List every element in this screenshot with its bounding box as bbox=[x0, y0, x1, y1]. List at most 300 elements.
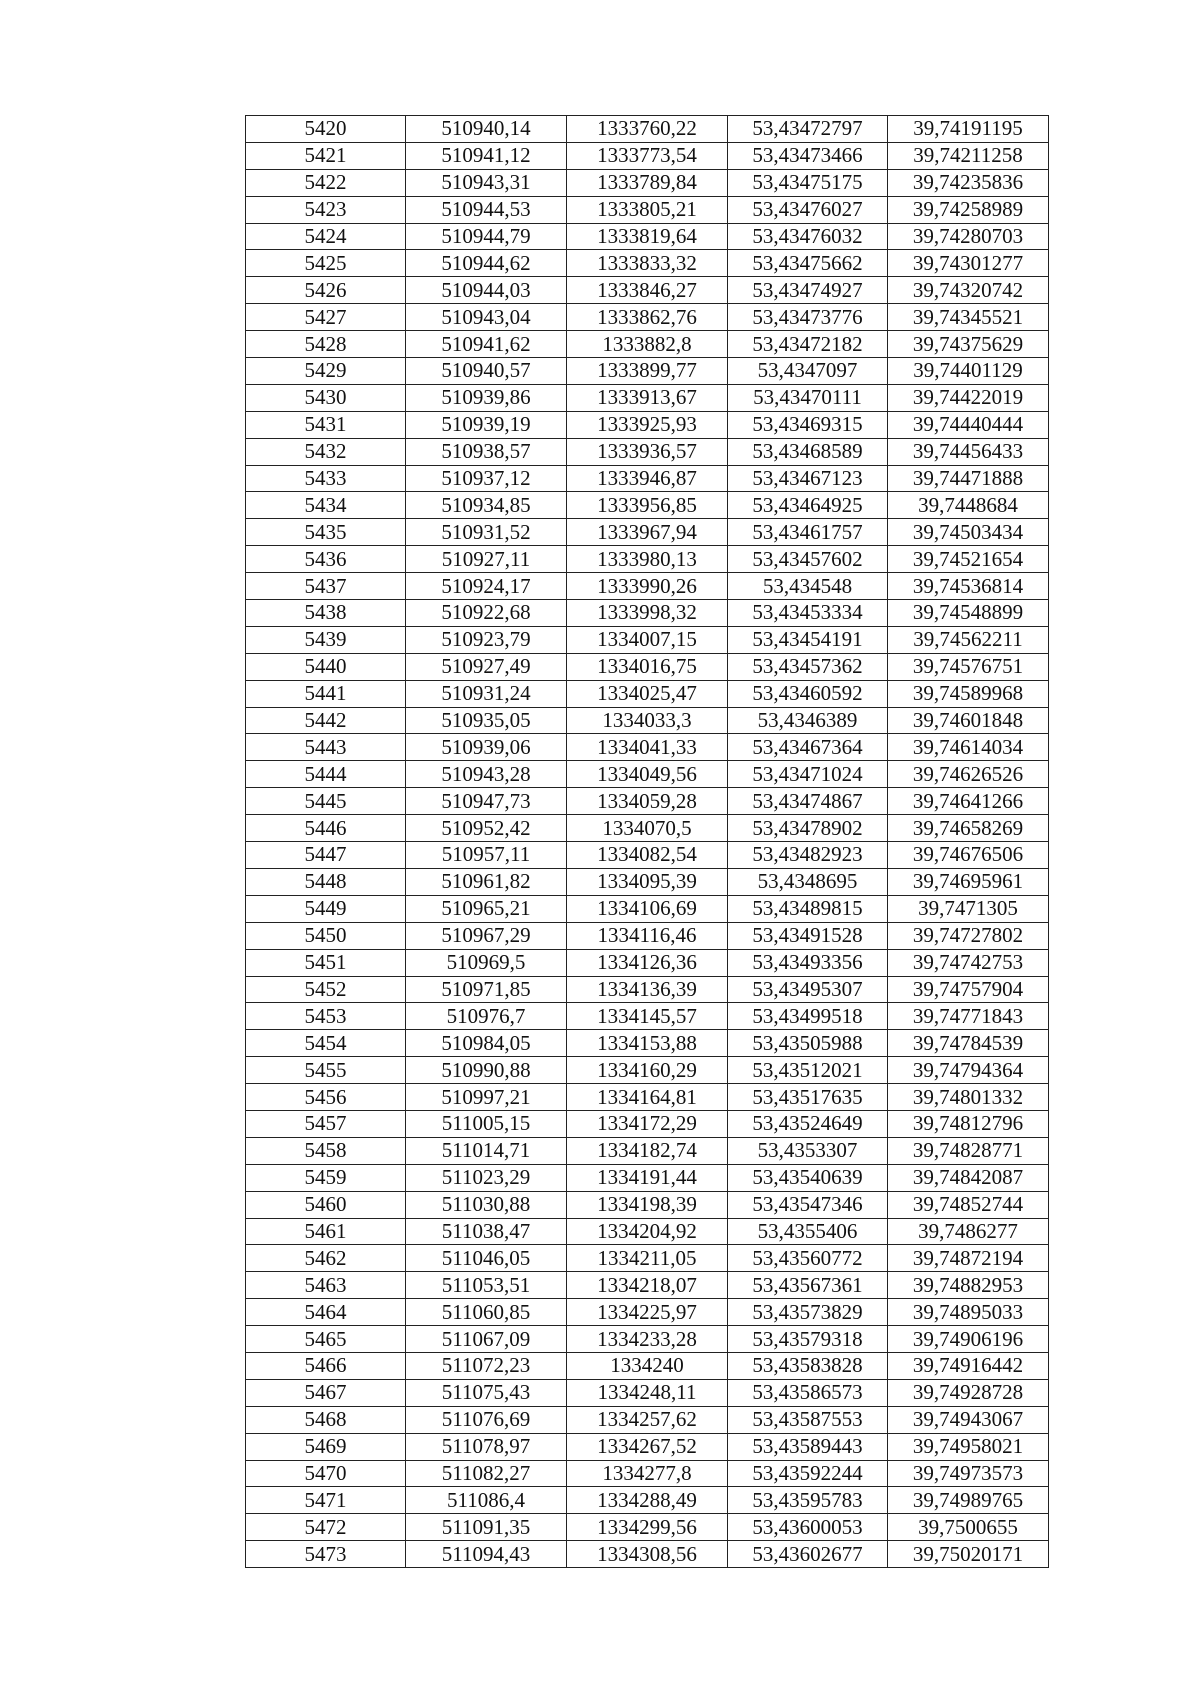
latitude-cell: 53,43457602 bbox=[728, 546, 888, 573]
longitude-cell: 39,74641266 bbox=[888, 788, 1049, 815]
longitude-cell: 39,74626526 bbox=[888, 761, 1049, 788]
point-number-cell: 5463 bbox=[246, 1272, 406, 1299]
latitude-cell: 53,43470111 bbox=[728, 384, 888, 411]
point-number-cell: 5467 bbox=[246, 1379, 406, 1406]
latitude-cell: 53,43471024 bbox=[728, 761, 888, 788]
longitude-cell: 39,74727802 bbox=[888, 922, 1049, 949]
point-number-cell: 5458 bbox=[246, 1137, 406, 1164]
x-coordinate-cell: 511046,05 bbox=[406, 1245, 567, 1272]
longitude-cell: 39,74812796 bbox=[888, 1110, 1049, 1137]
y-coordinate-cell: 1334204,92 bbox=[567, 1218, 728, 1245]
table-row bbox=[246, 1326, 1049, 1353]
x-coordinate-cell: 510934,85 bbox=[406, 492, 567, 519]
y-coordinate-cell: 1334136,39 bbox=[567, 976, 728, 1003]
longitude-cell: 39,74771843 bbox=[888, 1003, 1049, 1030]
x-coordinate-cell: 510940,57 bbox=[406, 358, 567, 385]
x-coordinate-cell: 511082,27 bbox=[406, 1460, 567, 1487]
table-row bbox=[246, 734, 1049, 761]
y-coordinate-cell: 1333846,27 bbox=[567, 277, 728, 304]
point-number-cell: 5466 bbox=[246, 1352, 406, 1379]
longitude-cell: 39,74422019 bbox=[888, 384, 1049, 411]
latitude-cell: 53,43586573 bbox=[728, 1379, 888, 1406]
x-coordinate-cell: 510943,04 bbox=[406, 304, 567, 331]
longitude-cell: 39,74989765 bbox=[888, 1487, 1049, 1514]
table-row bbox=[246, 1137, 1049, 1164]
point-number-cell: 5426 bbox=[246, 277, 406, 304]
point-number-cell: 5434 bbox=[246, 492, 406, 519]
latitude-cell: 53,43592244 bbox=[728, 1460, 888, 1487]
point-number-cell: 5445 bbox=[246, 788, 406, 815]
table-row bbox=[246, 707, 1049, 734]
table-row bbox=[246, 438, 1049, 465]
y-coordinate-cell: 1333899,77 bbox=[567, 358, 728, 385]
longitude-cell: 39,74258989 bbox=[888, 196, 1049, 223]
table-row bbox=[246, 895, 1049, 922]
latitude-cell: 53,4353307 bbox=[728, 1137, 888, 1164]
y-coordinate-cell: 1334225,97 bbox=[567, 1299, 728, 1326]
x-coordinate-cell: 510935,05 bbox=[406, 707, 567, 734]
point-number-cell: 5424 bbox=[246, 223, 406, 250]
x-coordinate-cell: 510941,62 bbox=[406, 331, 567, 358]
table-row bbox=[246, 1433, 1049, 1460]
table-row bbox=[246, 1030, 1049, 1057]
table-row bbox=[246, 1352, 1049, 1379]
latitude-cell: 53,43512021 bbox=[728, 1057, 888, 1084]
y-coordinate-cell: 1334198,39 bbox=[567, 1191, 728, 1218]
latitude-cell: 53,43595783 bbox=[728, 1487, 888, 1514]
latitude-cell: 53,43499518 bbox=[728, 1003, 888, 1030]
longitude-cell: 39,75020171 bbox=[888, 1541, 1049, 1568]
table-row bbox=[246, 653, 1049, 680]
longitude-cell: 39,74958021 bbox=[888, 1433, 1049, 1460]
latitude-cell: 53,43467123 bbox=[728, 465, 888, 492]
x-coordinate-cell: 511094,43 bbox=[406, 1541, 567, 1568]
point-number-cell: 5436 bbox=[246, 546, 406, 573]
point-number-cell: 5464 bbox=[246, 1299, 406, 1326]
y-coordinate-cell: 1333862,76 bbox=[567, 304, 728, 331]
longitude-cell: 39,74320742 bbox=[888, 277, 1049, 304]
longitude-cell: 39,74695961 bbox=[888, 868, 1049, 895]
point-number-cell: 5456 bbox=[246, 1084, 406, 1111]
longitude-cell: 39,74521654 bbox=[888, 546, 1049, 573]
table-row bbox=[246, 573, 1049, 600]
latitude-cell: 53,43476027 bbox=[728, 196, 888, 223]
x-coordinate-cell: 510944,53 bbox=[406, 196, 567, 223]
table-row bbox=[246, 277, 1049, 304]
x-coordinate-cell: 510927,49 bbox=[406, 653, 567, 680]
longitude-cell: 39,74548899 bbox=[888, 600, 1049, 627]
latitude-cell: 53,43587553 bbox=[728, 1406, 888, 1433]
x-coordinate-cell: 510940,14 bbox=[406, 116, 567, 143]
longitude-cell: 39,74973573 bbox=[888, 1460, 1049, 1487]
x-coordinate-cell: 511005,15 bbox=[406, 1110, 567, 1137]
y-coordinate-cell: 1334025,47 bbox=[567, 680, 728, 707]
longitude-cell: 39,74828771 bbox=[888, 1137, 1049, 1164]
point-number-cell: 5421 bbox=[246, 142, 406, 169]
point-number-cell: 5468 bbox=[246, 1406, 406, 1433]
point-number-cell: 5428 bbox=[246, 331, 406, 358]
longitude-cell: 39,74842087 bbox=[888, 1164, 1049, 1191]
longitude-cell: 39,74235836 bbox=[888, 169, 1049, 196]
x-coordinate-cell: 510922,68 bbox=[406, 600, 567, 627]
table-row bbox=[246, 546, 1049, 573]
table-row bbox=[246, 1272, 1049, 1299]
table-row bbox=[246, 223, 1049, 250]
x-coordinate-cell: 510943,31 bbox=[406, 169, 567, 196]
point-number-cell: 5449 bbox=[246, 895, 406, 922]
point-number-cell: 5448 bbox=[246, 868, 406, 895]
longitude-cell: 39,74928728 bbox=[888, 1379, 1049, 1406]
coordinates-table bbox=[245, 115, 1049, 1568]
longitude-cell: 39,74576751 bbox=[888, 653, 1049, 680]
point-number-cell: 5432 bbox=[246, 438, 406, 465]
x-coordinate-cell: 511023,29 bbox=[406, 1164, 567, 1191]
x-coordinate-cell: 510938,57 bbox=[406, 438, 567, 465]
y-coordinate-cell: 1334233,28 bbox=[567, 1326, 728, 1353]
point-number-cell: 5425 bbox=[246, 250, 406, 277]
longitude-cell: 39,74676506 bbox=[888, 842, 1049, 869]
longitude-cell: 39,74882953 bbox=[888, 1272, 1049, 1299]
x-coordinate-cell: 511014,71 bbox=[406, 1137, 567, 1164]
table-row bbox=[246, 626, 1049, 653]
point-number-cell: 5420 bbox=[246, 116, 406, 143]
table-row bbox=[246, 1406, 1049, 1433]
y-coordinate-cell: 1333833,32 bbox=[567, 250, 728, 277]
table-row bbox=[246, 815, 1049, 842]
latitude-cell: 53,43560772 bbox=[728, 1245, 888, 1272]
latitude-cell: 53,4348695 bbox=[728, 868, 888, 895]
x-coordinate-cell: 510944,03 bbox=[406, 277, 567, 304]
y-coordinate-cell: 1334172,29 bbox=[567, 1110, 728, 1137]
y-coordinate-cell: 1333998,32 bbox=[567, 600, 728, 627]
point-number-cell: 5453 bbox=[246, 1003, 406, 1030]
table-row bbox=[246, 1299, 1049, 1326]
point-number-cell: 5431 bbox=[246, 411, 406, 438]
y-coordinate-cell: 1334267,52 bbox=[567, 1433, 728, 1460]
latitude-cell: 53,43474867 bbox=[728, 788, 888, 815]
point-number-cell: 5447 bbox=[246, 842, 406, 869]
latitude-cell: 53,43505988 bbox=[728, 1030, 888, 1057]
table-row bbox=[246, 868, 1049, 895]
y-coordinate-cell: 1333946,87 bbox=[567, 465, 728, 492]
latitude-cell: 53,434548 bbox=[728, 573, 888, 600]
y-coordinate-cell: 1334308,56 bbox=[567, 1541, 728, 1568]
x-coordinate-cell: 511075,43 bbox=[406, 1379, 567, 1406]
longitude-cell: 39,74456433 bbox=[888, 438, 1049, 465]
x-coordinate-cell: 510947,73 bbox=[406, 788, 567, 815]
latitude-cell: 53,43602677 bbox=[728, 1541, 888, 1568]
point-number-cell: 5422 bbox=[246, 169, 406, 196]
table-row bbox=[246, 788, 1049, 815]
latitude-cell: 53,43476032 bbox=[728, 223, 888, 250]
y-coordinate-cell: 1333913,67 bbox=[567, 384, 728, 411]
point-number-cell: 5470 bbox=[246, 1460, 406, 1487]
latitude-cell: 53,43579318 bbox=[728, 1326, 888, 1353]
y-coordinate-cell: 1333773,54 bbox=[567, 142, 728, 169]
y-coordinate-cell: 1334218,07 bbox=[567, 1272, 728, 1299]
x-coordinate-cell: 511038,47 bbox=[406, 1218, 567, 1245]
x-coordinate-cell: 511060,85 bbox=[406, 1299, 567, 1326]
y-coordinate-cell: 1334160,29 bbox=[567, 1057, 728, 1084]
longitude-cell: 39,74794364 bbox=[888, 1057, 1049, 1084]
x-coordinate-cell: 510997,21 bbox=[406, 1084, 567, 1111]
longitude-cell: 39,7471305 bbox=[888, 895, 1049, 922]
latitude-cell: 53,43478902 bbox=[728, 815, 888, 842]
latitude-cell: 53,43524649 bbox=[728, 1110, 888, 1137]
table-row bbox=[246, 1514, 1049, 1541]
point-number-cell: 5442 bbox=[246, 707, 406, 734]
y-coordinate-cell: 1334211,05 bbox=[567, 1245, 728, 1272]
y-coordinate-cell: 1334299,56 bbox=[567, 1514, 728, 1541]
longitude-cell: 39,74943067 bbox=[888, 1406, 1049, 1433]
latitude-cell: 53,43475175 bbox=[728, 169, 888, 196]
x-coordinate-cell: 511076,69 bbox=[406, 1406, 567, 1433]
longitude-cell: 39,74757904 bbox=[888, 976, 1049, 1003]
x-coordinate-cell: 511086,4 bbox=[406, 1487, 567, 1514]
point-number-cell: 5446 bbox=[246, 815, 406, 842]
latitude-cell: 53,43583828 bbox=[728, 1352, 888, 1379]
point-number-cell: 5473 bbox=[246, 1541, 406, 1568]
longitude-cell: 39,74601848 bbox=[888, 707, 1049, 734]
table-row bbox=[246, 680, 1049, 707]
latitude-cell: 53,43473466 bbox=[728, 142, 888, 169]
longitude-cell: 39,74280703 bbox=[888, 223, 1049, 250]
table-row bbox=[246, 1057, 1049, 1084]
table-row bbox=[246, 1218, 1049, 1245]
x-coordinate-cell: 510944,62 bbox=[406, 250, 567, 277]
latitude-cell: 53,43474927 bbox=[728, 277, 888, 304]
x-coordinate-cell: 510924,17 bbox=[406, 573, 567, 600]
y-coordinate-cell: 1334016,75 bbox=[567, 653, 728, 680]
point-number-cell: 5450 bbox=[246, 922, 406, 949]
table-row bbox=[246, 1003, 1049, 1030]
table-row bbox=[246, 196, 1049, 223]
table-row bbox=[246, 922, 1049, 949]
table-row bbox=[246, 842, 1049, 869]
table-row bbox=[246, 1164, 1049, 1191]
y-coordinate-cell: 1334248,11 bbox=[567, 1379, 728, 1406]
longitude-cell: 39,74211258 bbox=[888, 142, 1049, 169]
latitude-cell: 53,43467364 bbox=[728, 734, 888, 761]
longitude-cell: 39,7486277 bbox=[888, 1218, 1049, 1245]
table-row bbox=[246, 169, 1049, 196]
point-number-cell: 5471 bbox=[246, 1487, 406, 1514]
x-coordinate-cell: 510957,11 bbox=[406, 842, 567, 869]
y-coordinate-cell: 1333967,94 bbox=[567, 519, 728, 546]
x-coordinate-cell: 510939,19 bbox=[406, 411, 567, 438]
point-number-cell: 5459 bbox=[246, 1164, 406, 1191]
table-row bbox=[246, 949, 1049, 976]
y-coordinate-cell: 1334145,57 bbox=[567, 1003, 728, 1030]
longitude-cell: 39,74301277 bbox=[888, 250, 1049, 277]
y-coordinate-cell: 1334095,39 bbox=[567, 868, 728, 895]
table-row bbox=[246, 411, 1049, 438]
table-row bbox=[246, 331, 1049, 358]
latitude-cell: 53,43457362 bbox=[728, 653, 888, 680]
table-row bbox=[246, 600, 1049, 627]
latitude-cell: 53,4346389 bbox=[728, 707, 888, 734]
table-row bbox=[246, 1245, 1049, 1272]
y-coordinate-cell: 1334007,15 bbox=[567, 626, 728, 653]
longitude-cell: 39,74852744 bbox=[888, 1191, 1049, 1218]
longitude-cell: 39,74784539 bbox=[888, 1030, 1049, 1057]
latitude-cell: 53,4347097 bbox=[728, 358, 888, 385]
x-coordinate-cell: 511053,51 bbox=[406, 1272, 567, 1299]
y-coordinate-cell: 1333789,84 bbox=[567, 169, 728, 196]
table-row bbox=[246, 142, 1049, 169]
point-number-cell: 5438 bbox=[246, 600, 406, 627]
table-row bbox=[246, 384, 1049, 411]
latitude-cell: 53,4355406 bbox=[728, 1218, 888, 1245]
x-coordinate-cell: 511072,23 bbox=[406, 1352, 567, 1379]
y-coordinate-cell: 1334240 bbox=[567, 1352, 728, 1379]
y-coordinate-cell: 1333936,57 bbox=[567, 438, 728, 465]
x-coordinate-cell: 510984,05 bbox=[406, 1030, 567, 1057]
table-row bbox=[246, 250, 1049, 277]
x-coordinate-cell: 510941,12 bbox=[406, 142, 567, 169]
x-coordinate-cell: 511091,35 bbox=[406, 1514, 567, 1541]
table-row bbox=[246, 976, 1049, 1003]
point-number-cell: 5439 bbox=[246, 626, 406, 653]
latitude-cell: 53,43475662 bbox=[728, 250, 888, 277]
point-number-cell: 5435 bbox=[246, 519, 406, 546]
latitude-cell: 53,43589443 bbox=[728, 1433, 888, 1460]
point-number-cell: 5469 bbox=[246, 1433, 406, 1460]
latitude-cell: 53,43495307 bbox=[728, 976, 888, 1003]
x-coordinate-cell: 511030,88 bbox=[406, 1191, 567, 1218]
y-coordinate-cell: 1333760,22 bbox=[567, 116, 728, 143]
latitude-cell: 53,43472182 bbox=[728, 331, 888, 358]
longitude-cell: 39,74562211 bbox=[888, 626, 1049, 653]
longitude-cell: 39,74401129 bbox=[888, 358, 1049, 385]
y-coordinate-cell: 1334153,88 bbox=[567, 1030, 728, 1057]
table-row bbox=[246, 1110, 1049, 1137]
point-number-cell: 5427 bbox=[246, 304, 406, 331]
table-row bbox=[246, 304, 1049, 331]
latitude-cell: 53,43482923 bbox=[728, 842, 888, 869]
y-coordinate-cell: 1334033,3 bbox=[567, 707, 728, 734]
point-number-cell: 5465 bbox=[246, 1326, 406, 1353]
latitude-cell: 53,43540639 bbox=[728, 1164, 888, 1191]
latitude-cell: 53,43600053 bbox=[728, 1514, 888, 1541]
x-coordinate-cell: 510927,11 bbox=[406, 546, 567, 573]
table-row bbox=[246, 1084, 1049, 1111]
y-coordinate-cell: 1334288,49 bbox=[567, 1487, 728, 1514]
table-row bbox=[246, 1541, 1049, 1568]
latitude-cell: 53,43461757 bbox=[728, 519, 888, 546]
x-coordinate-cell: 510937,12 bbox=[406, 465, 567, 492]
longitude-cell: 39,74872194 bbox=[888, 1245, 1049, 1272]
longitude-cell: 39,74471888 bbox=[888, 465, 1049, 492]
y-coordinate-cell: 1334191,44 bbox=[567, 1164, 728, 1191]
longitude-cell: 39,74536814 bbox=[888, 573, 1049, 600]
latitude-cell: 53,43573829 bbox=[728, 1299, 888, 1326]
x-coordinate-cell: 510931,24 bbox=[406, 680, 567, 707]
y-coordinate-cell: 1333956,85 bbox=[567, 492, 728, 519]
y-coordinate-cell: 1334126,36 bbox=[567, 949, 728, 976]
y-coordinate-cell: 1334106,69 bbox=[567, 895, 728, 922]
latitude-cell: 53,43491528 bbox=[728, 922, 888, 949]
point-number-cell: 5437 bbox=[246, 573, 406, 600]
table-row bbox=[246, 1460, 1049, 1487]
table-row bbox=[246, 761, 1049, 788]
longitude-cell: 39,7500655 bbox=[888, 1514, 1049, 1541]
point-number-cell: 5440 bbox=[246, 653, 406, 680]
longitude-cell: 39,74191195 bbox=[888, 116, 1049, 143]
longitude-cell: 39,74375629 bbox=[888, 331, 1049, 358]
longitude-cell: 39,74658269 bbox=[888, 815, 1049, 842]
latitude-cell: 53,43473776 bbox=[728, 304, 888, 331]
point-number-cell: 5429 bbox=[246, 358, 406, 385]
point-number-cell: 5441 bbox=[246, 680, 406, 707]
y-coordinate-cell: 1334059,28 bbox=[567, 788, 728, 815]
point-number-cell: 5460 bbox=[246, 1191, 406, 1218]
y-coordinate-cell: 1334182,74 bbox=[567, 1137, 728, 1164]
point-number-cell: 5452 bbox=[246, 976, 406, 1003]
x-coordinate-cell: 510952,42 bbox=[406, 815, 567, 842]
y-coordinate-cell: 1333819,64 bbox=[567, 223, 728, 250]
y-coordinate-cell: 1334082,54 bbox=[567, 842, 728, 869]
latitude-cell: 53,43472797 bbox=[728, 116, 888, 143]
y-coordinate-cell: 1334164,81 bbox=[567, 1084, 728, 1111]
point-number-cell: 5444 bbox=[246, 761, 406, 788]
longitude-cell: 39,74906196 bbox=[888, 1326, 1049, 1353]
y-coordinate-cell: 1333882,8 bbox=[567, 331, 728, 358]
latitude-cell: 53,43469315 bbox=[728, 411, 888, 438]
x-coordinate-cell: 510990,88 bbox=[406, 1057, 567, 1084]
y-coordinate-cell: 1334049,56 bbox=[567, 761, 728, 788]
table-row bbox=[246, 1487, 1049, 1514]
point-number-cell: 5454 bbox=[246, 1030, 406, 1057]
longitude-cell: 39,74503434 bbox=[888, 519, 1049, 546]
table-row bbox=[246, 1191, 1049, 1218]
y-coordinate-cell: 1333925,93 bbox=[567, 411, 728, 438]
latitude-cell: 53,43489815 bbox=[728, 895, 888, 922]
y-coordinate-cell: 1334257,62 bbox=[567, 1406, 728, 1433]
latitude-cell: 53,43493356 bbox=[728, 949, 888, 976]
y-coordinate-cell: 1334041,33 bbox=[567, 734, 728, 761]
point-number-cell: 5462 bbox=[246, 1245, 406, 1272]
x-coordinate-cell: 511078,97 bbox=[406, 1433, 567, 1460]
longitude-cell: 39,74801332 bbox=[888, 1084, 1049, 1111]
table-row bbox=[246, 492, 1049, 519]
point-number-cell: 5455 bbox=[246, 1057, 406, 1084]
latitude-cell: 53,43454191 bbox=[728, 626, 888, 653]
x-coordinate-cell: 510939,86 bbox=[406, 384, 567, 411]
table-row bbox=[246, 519, 1049, 546]
x-coordinate-cell: 510939,06 bbox=[406, 734, 567, 761]
y-coordinate-cell: 1333805,21 bbox=[567, 196, 728, 223]
latitude-cell: 53,43567361 bbox=[728, 1272, 888, 1299]
y-coordinate-cell: 1334116,46 bbox=[567, 922, 728, 949]
point-number-cell: 5430 bbox=[246, 384, 406, 411]
x-coordinate-cell: 510923,79 bbox=[406, 626, 567, 653]
table-row bbox=[246, 1379, 1049, 1406]
longitude-cell: 39,74614034 bbox=[888, 734, 1049, 761]
table-row bbox=[246, 465, 1049, 492]
x-coordinate-cell: 510961,82 bbox=[406, 868, 567, 895]
longitude-cell: 39,74589968 bbox=[888, 680, 1049, 707]
y-coordinate-cell: 1333990,26 bbox=[567, 573, 728, 600]
point-number-cell: 5472 bbox=[246, 1514, 406, 1541]
x-coordinate-cell: 510931,52 bbox=[406, 519, 567, 546]
x-coordinate-cell: 511067,09 bbox=[406, 1326, 567, 1353]
latitude-cell: 53,43460592 bbox=[728, 680, 888, 707]
latitude-cell: 53,43517635 bbox=[728, 1084, 888, 1111]
x-coordinate-cell: 510965,21 bbox=[406, 895, 567, 922]
table-row bbox=[246, 358, 1049, 385]
y-coordinate-cell: 1334070,5 bbox=[567, 815, 728, 842]
